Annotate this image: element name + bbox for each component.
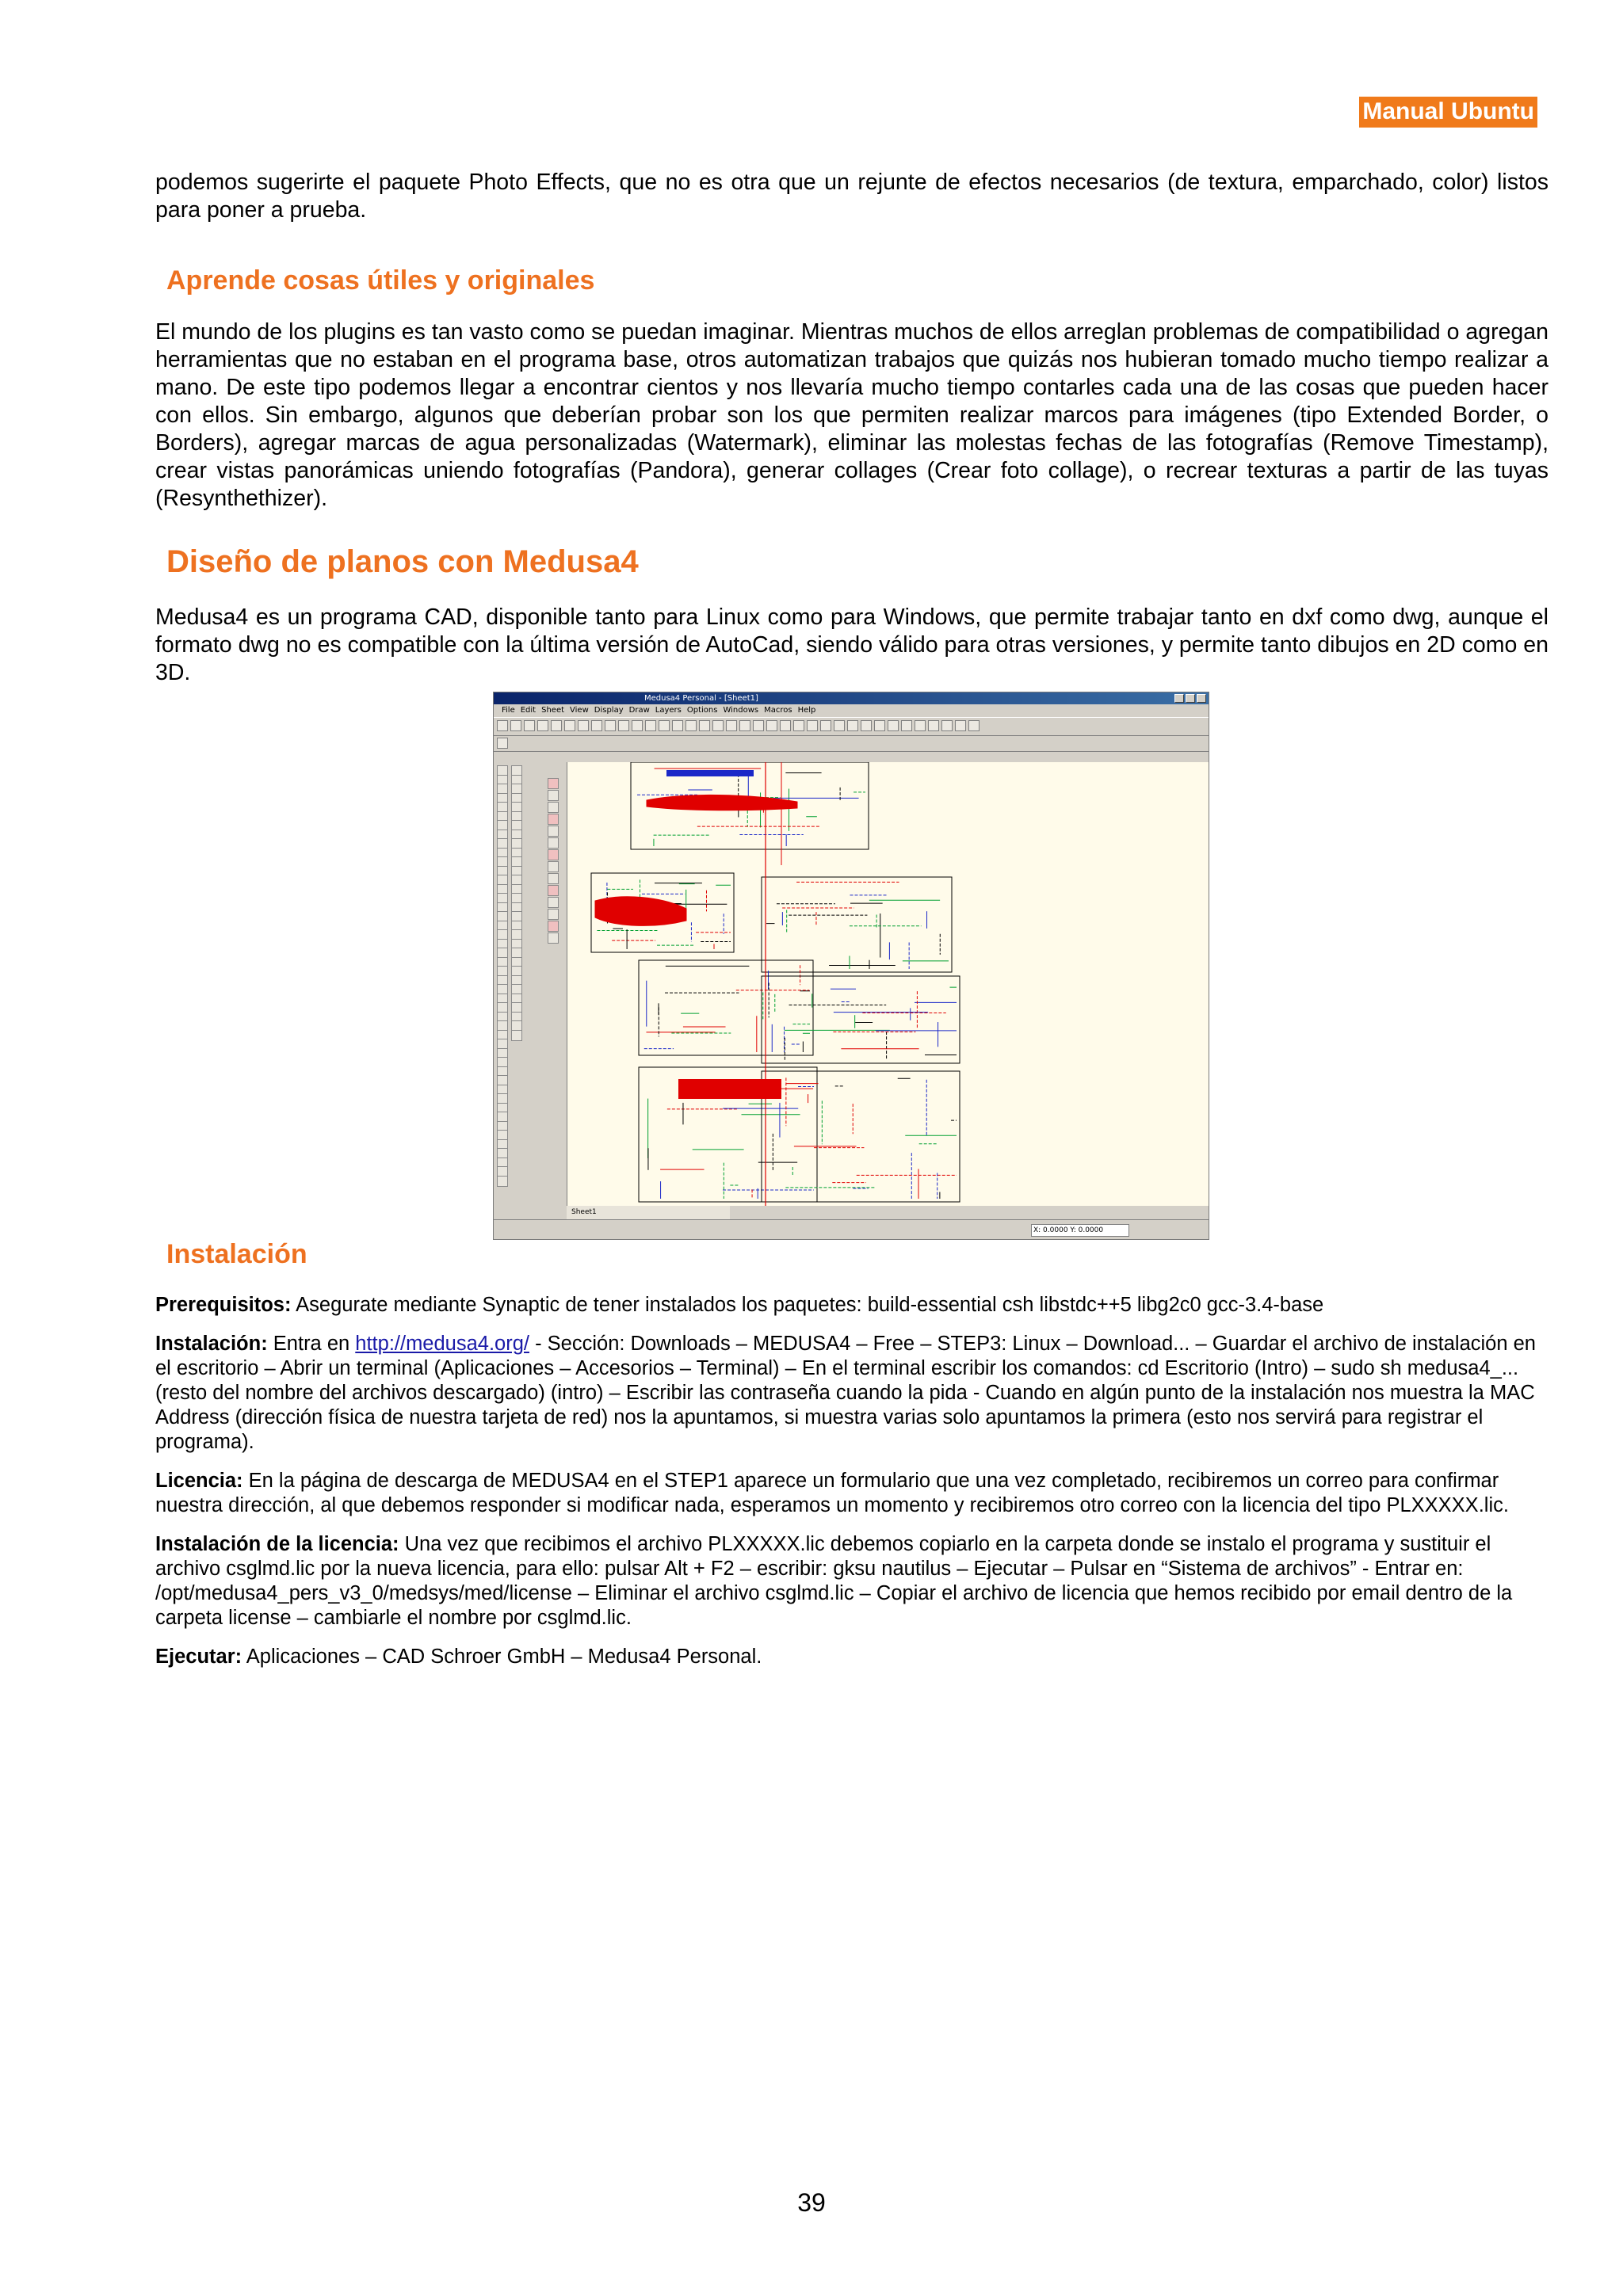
cad-statusbar	[494, 1219, 1209, 1240]
license-label: Licencia:	[155, 1470, 243, 1492]
toolbar-tool-icon	[766, 720, 777, 731]
palette-tool-icon	[548, 778, 559, 789]
palette-tool-icon	[548, 933, 559, 944]
cad-sheet-tab: Sheet1	[567, 1206, 730, 1219]
cad-tool-palette	[494, 762, 567, 1206]
run-paragraph	[155, 1645, 1549, 1669]
toolbar-tool-icon	[510, 720, 521, 731]
prereq-paragraph	[155, 1293, 1549, 1318]
intro-paragraph: podemos sugerirte el paquete Photo Effects, que no es otra que un rejunte de efectos necesarios (de textura, emparchado, color) listos para poner a prueba.	[155, 170, 1549, 223]
cad-menu-item: Windows	[723, 706, 759, 715]
palette-tool-icon	[548, 873, 559, 884]
toolbar-tool-icon	[578, 720, 589, 731]
drawing-sheet-frame	[762, 976, 960, 1063]
toolbar-tool-icon	[874, 720, 885, 731]
toolbar-tool-icon	[847, 720, 858, 731]
palette-tool-icon	[548, 802, 559, 813]
toolbar-tool-icon	[888, 720, 899, 731]
section-heading-instalacion: Instalación	[166, 1239, 307, 1269]
toolbar-tool-icon	[726, 720, 737, 731]
cad-menu-item: Layers	[655, 706, 682, 715]
palette-tool-icon	[548, 861, 559, 872]
toolbar-tool-icon	[699, 720, 710, 731]
drawing-sheet-frame	[762, 1071, 960, 1202]
toolbar-tool-icon	[537, 720, 548, 731]
cad-menu-item: Macros	[764, 706, 792, 715]
license-install-label: Instalación de la licencia:	[155, 1533, 399, 1555]
installation-body	[155, 1293, 1549, 1669]
toolbar-tool-icon	[564, 720, 575, 731]
toolbar-tool-icon	[807, 720, 818, 731]
toolbar-tool-icon	[659, 720, 670, 731]
toolbar-tool-icon	[793, 720, 804, 731]
section-aprende-body	[155, 318, 1549, 513]
toolbar-tool-icon	[941, 720, 953, 731]
toolbar-tool-icon	[780, 720, 791, 731]
install-text-after: - Sección: Downloads – MEDUSA4 – Free – STEP3: Linux – Download... – Guardar el archivo de instalación en el escritorio – Abrir un terminal (Aplicaciones – Accesorios – Terminal) – En el terminal escribir los comandos: cd Escritorio (Intro) – sudo sh medusa4_...(resto del nombre del archivos descargado) (intro) – Escribir las contraseña cuando la pida - Cuando en algún punto de la instalación nos muestra la MAC Address (dirección física de nuestra tarjeta de red) nos la apuntamos, si muestra varias solo apuntamos la primera (esto nos servirá para registrar el programa).	[155, 1333, 1536, 1453]
toolbar-tool-icon	[672, 720, 683, 731]
cad-coordinate-field: X: 0.0000 Y: 0.0000	[1031, 1224, 1129, 1237]
toolbar-tool-icon	[901, 720, 912, 731]
cad-menu-item: View	[570, 706, 589, 715]
toolbar-tool-icon	[928, 720, 939, 731]
license-text: En la página de descarga de MEDUSA4 en el STEP1 aparece un formulario que una vez completado, recibiremos un correo para confirmar nuestra dirección, al que debemos responder si modificar nada, esperamos un momento y recibiremos otro correo con la licencia del tipo PLXXXXX.lic.	[155, 1470, 1509, 1516]
section-aprende-paragraph: El mundo de los plugins es tan vasto como se puedan imaginar. Mientras muchos de ellos arreglan problemas de compatibilidad o agregan herramientas que no estaban en el programa base, otros automatizan trabajos que quizás nos hubieran tomado mucho tiempo realizar a mano. De este tipo podemos llegar a encontrar cientos y nos llevaría mucho tiempo contarles cada una de las cosas que pueden hacer con ellos. Sin embargo, algunos que deberían probar son los que permiten realizar marcos para imágenes (tipo Extended Border, o Borders), agregar marcas de agua personalizadas (Watermark), eliminar las molestas fechas de las fotografías (Remove Timestamp), crear vistas panorámicas uniendo fotografías (Pandora), generar collages (Crear foto collage), o recrear texturas a partir de las tuyas (Resynthethizer).	[155, 319, 1549, 511]
cad-toolbar-secondary	[494, 735, 1209, 752]
section-medusa4-body	[155, 604, 1549, 687]
cad-menu-item: Options	[686, 706, 718, 715]
cad-menubar	[494, 704, 1209, 717]
drawing-fuselage-red	[595, 897, 686, 926]
drawing-sheet-frame	[762, 877, 952, 972]
section-heading-medusa4: Diseño de planos con Medusa4	[166, 544, 639, 579]
cad-drawing	[567, 762, 1209, 1206]
section-medusa4-paragraph: Medusa4 es un programa CAD, disponible tanto para Linux como para Windows, que permite trabajar tanto en dxf como dwg, aunque el formato dwg no es compatible con la última versión de AutoCad, siendo válido para otras versiones, y permite tanto dibujos en 2D como en 3D.	[155, 605, 1549, 685]
cad-window-buttons	[1174, 694, 1206, 703]
run-label: Ejecutar:	[155, 1646, 242, 1668]
palette-tool-icon	[548, 790, 559, 801]
maximize-icon	[1186, 694, 1195, 703]
prereq-text: Asegurate mediante Synaptic de tener instalados los paquetes: build-essential csh libstdc++5 libg2c0 gcc-3.4-base	[291, 1294, 1324, 1316]
cad-menu-item: Help	[797, 706, 816, 715]
palette-tool-icon	[548, 826, 559, 837]
toolbar-tool-icon	[968, 720, 980, 731]
toolbar-tool-icon	[712, 720, 724, 731]
cad-menu-item: Draw	[628, 706, 650, 715]
drawing-blue-bar	[666, 770, 754, 776]
palette-tool-icon	[548, 885, 559, 896]
toolbar-tool-icon	[591, 720, 602, 731]
toolbar-tool-icon	[618, 720, 629, 731]
palette-tool-icon	[548, 849, 559, 860]
close-icon	[1197, 694, 1206, 703]
toolbar-tool-icon	[497, 720, 508, 731]
toolbar-tool-icon	[497, 738, 508, 749]
toolbar-tool-icon	[685, 720, 697, 731]
section-heading-aprende: Aprende cosas útiles y originales	[166, 265, 595, 296]
toolbar-tool-icon	[632, 720, 643, 731]
toolbar-tool-icon	[605, 720, 616, 731]
toolbar-tool-icon	[753, 720, 764, 731]
toolbar-tool-icon	[551, 720, 562, 731]
minimize-icon	[1174, 694, 1184, 703]
toolbar-tool-icon	[955, 720, 966, 731]
drawing-fuselage-red	[647, 795, 797, 810]
palette-tool-icon	[548, 921, 559, 932]
cad-menu-item: Display	[594, 706, 624, 715]
header-label: Manual Ubuntu	[1359, 97, 1537, 128]
license-install-paragraph	[155, 1532, 1549, 1630]
cad-menu-item: File	[502, 706, 515, 715]
palette-tool-icon	[548, 814, 559, 825]
cad-drawing-canvas	[567, 762, 1209, 1206]
license-install-text: Una vez que recibimos el archivo PLXXXXX.lic debemos copiarlo en la carpeta donde se instalo el programa y sustituir el archivo csglmd.lic por la nueva licencia, para ello: pulsar Alt + F2 – escribir: gksu nautilus – Ejecutar – Pulsar en “Sistema de archivos” - Entrar en: /opt/medusa4_pers_v3_0/medsys/med/license – Eliminar el archivo csglmd.lic – Copiar el archivo de licencia que hemos recibido por email dentro de la carpeta license – cambiarle el nombre por csglmd.lic.	[155, 1533, 1513, 1629]
palette-tool-icon	[511, 1030, 522, 1041]
palette-tool-icon	[548, 837, 559, 849]
palette-tool-icon	[548, 897, 559, 908]
palette-tool-icon	[548, 909, 559, 920]
install-label: Instalación:	[155, 1333, 268, 1355]
cad-titlebar	[494, 692, 1209, 704]
drawing-sheet-frame	[639, 960, 813, 1055]
page-number: 39	[797, 2188, 826, 2217]
palette-tool-icon	[497, 1176, 508, 1187]
cad-menu-item: Sheet	[541, 706, 565, 715]
medusa4-link[interactable]: http://medusa4.org/	[355, 1333, 529, 1355]
toolbar-tool-icon	[524, 720, 535, 731]
intro-block	[155, 169, 1549, 224]
toolbar-tool-icon	[915, 720, 926, 731]
toolbar-tool-icon	[739, 720, 750, 731]
cad-toolbar	[494, 717, 1209, 736]
cad-window-title: Medusa4 Personal - [Sheet1]	[644, 694, 758, 703]
run-text: Aplicaciones – CAD Schroer GmbH – Medusa4 Personal.	[242, 1646, 762, 1668]
cad-menu-item: Edit	[520, 706, 537, 715]
toolbar-tool-icon	[834, 720, 845, 731]
install-paragraph	[155, 1332, 1549, 1455]
install-text-before: Entra en	[267, 1333, 356, 1355]
toolbar-tool-icon	[820, 720, 831, 731]
prereq-label: Prerequisitos:	[155, 1294, 292, 1316]
medusa4-screenshot	[493, 692, 1209, 1240]
license-paragraph	[155, 1469, 1549, 1518]
toolbar-tool-icon	[645, 720, 656, 731]
toolbar-tool-icon	[861, 720, 872, 731]
